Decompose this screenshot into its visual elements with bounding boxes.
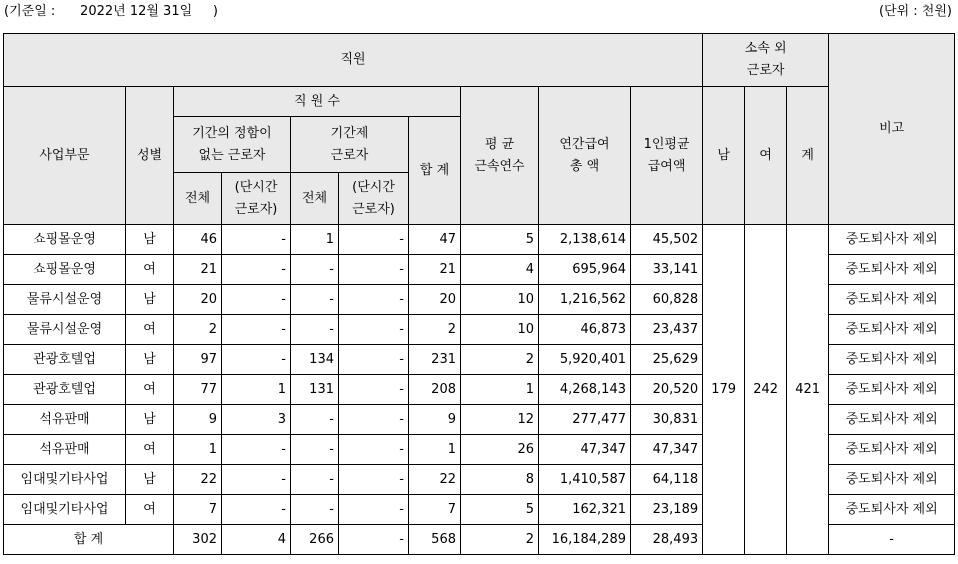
remark-cell: 중도퇴사자 제외 <box>829 435 955 465</box>
indef-part-cell: - <box>222 225 291 255</box>
outside-female-header: 여 <box>745 87 787 225</box>
indef-part-cell: - <box>222 435 291 465</box>
tenure-cell: 8 <box>461 465 539 495</box>
salary-total-cell: 1,216,562 <box>539 285 631 315</box>
fixed-all-cell: - <box>291 435 339 465</box>
division-cell: 쇼핑몰운영 <box>4 225 126 255</box>
remark-cell: 중도퇴사자 제외 <box>829 285 955 315</box>
indef-part-cell: - <box>222 495 291 525</box>
fixed-part-cell: - <box>339 315 409 345</box>
indef-part-cell: 1 <box>222 375 291 405</box>
total-cell: 1 <box>409 435 461 465</box>
salary-total-cell: 5,920,401 <box>539 345 631 375</box>
gender-cell: 남 <box>126 405 174 435</box>
fixed-all-cell: 134 <box>291 345 339 375</box>
fixed-part-time-header: (단시간 근로자) <box>339 173 409 225</box>
tenure-cell: 10 <box>461 315 539 345</box>
totals-indef-part-cell: 4 <box>222 525 291 555</box>
salary-avg-cell: 23,437 <box>631 315 703 345</box>
total-cell: 22 <box>409 465 461 495</box>
total-header: 합 계 <box>409 117 461 225</box>
salary-total-cell: 2,138,614 <box>539 225 631 255</box>
fixed-all-cell: - <box>291 315 339 345</box>
gender-cell: 여 <box>126 375 174 405</box>
tenure-cell: 1 <box>461 375 539 405</box>
gender-cell: 여 <box>126 435 174 465</box>
fixed-all-cell: - <box>291 495 339 525</box>
outside-workers-header: 소속 외 근로자 <box>703 34 829 87</box>
indef-all-cell: 2 <box>174 315 222 345</box>
tenure-cell: 10 <box>461 285 539 315</box>
salary-total-cell: 695,964 <box>539 255 631 285</box>
fixed-part-cell: - <box>339 405 409 435</box>
remark-cell: 중도퇴사자 제외 <box>829 375 955 405</box>
totals-salary-avg-cell: 28,493 <box>631 525 703 555</box>
fixed-term-header: 기간제 근로자 <box>291 117 409 173</box>
avg-salary-header: 1인평균 급여액 <box>631 87 703 225</box>
indef-all-cell: 77 <box>174 375 222 405</box>
tenure-cell: 12 <box>461 405 539 435</box>
division-cell: 석유판매 <box>4 405 126 435</box>
indef-part-cell: - <box>222 315 291 345</box>
total-cell: 21 <box>409 255 461 285</box>
tenure-cell: 5 <box>461 225 539 255</box>
salary-total-cell: 46,873 <box>539 315 631 345</box>
totals-remark-cell: - <box>829 525 955 555</box>
indef-all-cell: 97 <box>174 345 222 375</box>
gender-cell: 여 <box>126 255 174 285</box>
table-row <box>4 225 955 255</box>
salary-avg-cell: 20,520 <box>631 375 703 405</box>
fixed-all-cell: - <box>291 285 339 315</box>
division-cell: 석유판매 <box>4 435 126 465</box>
fixed-part-cell: - <box>339 255 409 285</box>
tenure-cell: 2 <box>461 345 539 375</box>
indef-all-cell: 46 <box>174 225 222 255</box>
total-cell: 7 <box>409 495 461 525</box>
fixed-all-cell: 131 <box>291 375 339 405</box>
business-division-header: 사업부문 <box>4 87 126 225</box>
fixed-all-header: 전체 <box>291 173 339 225</box>
total-cell: 231 <box>409 345 461 375</box>
employees-header: 직원 <box>4 34 703 87</box>
salary-total-cell: 4,268,143 <box>539 375 631 405</box>
salary-total-cell: 277,477 <box>539 405 631 435</box>
division-cell: 쇼핑몰운영 <box>4 255 126 285</box>
total-cell: 20 <box>409 285 461 315</box>
outside-male-header: 남 <box>703 87 745 225</box>
salary-total-cell: 47,347 <box>539 435 631 465</box>
indef-all-cell: 22 <box>174 465 222 495</box>
fixed-part-cell: - <box>339 435 409 465</box>
annual-salary-header: 연간급여 총 액 <box>539 87 631 225</box>
remarks-header: 비고 <box>829 34 955 225</box>
employee-count-header: 직 원 수 <box>174 87 461 117</box>
total-cell: 208 <box>409 375 461 405</box>
fixed-all-cell: - <box>291 405 339 435</box>
remark-cell: 중도퇴사자 제외 <box>829 315 955 345</box>
fixed-part-cell: - <box>339 495 409 525</box>
outside-sum-cell: 421 <box>787 225 829 555</box>
fixed-part-cell: - <box>339 285 409 315</box>
indefinite-header: 기간의 정함이 없는 근로자 <box>174 117 291 173</box>
remark-cell: 중도퇴사자 제외 <box>829 495 955 525</box>
remark-cell: 중도퇴사자 제외 <box>829 345 955 375</box>
division-cell: 물류시설운영 <box>4 285 126 315</box>
fixed-part-cell: - <box>339 465 409 495</box>
division-cell: 관광호텔업 <box>4 345 126 375</box>
totals-tenure-cell: 2 <box>461 525 539 555</box>
salary-avg-cell: 45,502 <box>631 225 703 255</box>
fixed-all-cell: - <box>291 465 339 495</box>
salary-avg-cell: 33,141 <box>631 255 703 285</box>
gender-cell: 남 <box>126 345 174 375</box>
tenure-cell: 5 <box>461 495 539 525</box>
totals-fixed-all-cell: 266 <box>291 525 339 555</box>
gender-header: 성별 <box>126 87 174 225</box>
indef-part-cell: - <box>222 345 291 375</box>
indef-part-cell: 3 <box>222 405 291 435</box>
gender-cell: 여 <box>126 495 174 525</box>
indef-all-cell: 1 <box>174 435 222 465</box>
indef-all-cell: 9 <box>174 405 222 435</box>
totals-indef-all-cell: 302 <box>174 525 222 555</box>
gender-cell: 남 <box>126 285 174 315</box>
salary-total-cell: 162,321 <box>539 495 631 525</box>
avg-tenure-header: 평 균 근속연수 <box>461 87 539 225</box>
gender-cell: 여 <box>126 315 174 345</box>
division-cell: 물류시설운영 <box>4 315 126 345</box>
total-cell: 9 <box>409 405 461 435</box>
indef-all-cell: 7 <box>174 495 222 525</box>
base-date-label: (기준일 : 2022년 12월 31일 ) <box>4 4 218 19</box>
division-cell: 임대및기타사업 <box>4 495 126 525</box>
indef-part-cell: - <box>222 465 291 495</box>
indef-part-cell: - <box>222 255 291 285</box>
salary-avg-cell: 30,831 <box>631 405 703 435</box>
totals-total-cell: 568 <box>409 525 461 555</box>
indef-all-header: 전체 <box>174 173 222 225</box>
totals-salary-total-cell: 16,184,289 <box>539 525 631 555</box>
salary-total-cell: 1,410,587 <box>539 465 631 495</box>
division-cell: 관광호텔업 <box>4 375 126 405</box>
salary-avg-cell: 64,118 <box>631 465 703 495</box>
employee-status-table <box>3 33 955 555</box>
indef-all-cell: 21 <box>174 255 222 285</box>
total-cell: 47 <box>409 225 461 255</box>
remark-cell: 중도퇴사자 제외 <box>829 225 955 255</box>
outside-male-cell: 179 <box>703 225 745 555</box>
fixed-all-cell: 1 <box>291 225 339 255</box>
division-cell: 임대및기타사업 <box>4 465 126 495</box>
fixed-all-cell: - <box>291 255 339 285</box>
tenure-cell: 4 <box>461 255 539 285</box>
totals-fixed-part-cell: - <box>339 525 409 555</box>
fixed-part-cell: - <box>339 345 409 375</box>
remark-cell: 중도퇴사자 제외 <box>829 255 955 285</box>
unit-label: (단위 : 천원) <box>878 4 952 19</box>
fixed-part-cell: - <box>339 225 409 255</box>
indef-all-cell: 20 <box>174 285 222 315</box>
outside-sum-header: 계 <box>787 87 829 225</box>
indef-part-time-header: (단시간 근로자) <box>222 173 291 225</box>
total-cell: 2 <box>409 315 461 345</box>
salary-avg-cell: 23,189 <box>631 495 703 525</box>
totals-label: 합 계 <box>4 525 174 555</box>
salary-avg-cell: 60,828 <box>631 285 703 315</box>
fixed-part-cell: - <box>339 375 409 405</box>
salary-avg-cell: 47,347 <box>631 435 703 465</box>
indef-part-cell: - <box>222 285 291 315</box>
gender-cell: 남 <box>126 465 174 495</box>
tenure-cell: 26 <box>461 435 539 465</box>
remark-cell: 중도퇴사자 제외 <box>829 405 955 435</box>
salary-avg-cell: 25,629 <box>631 345 703 375</box>
gender-cell: 남 <box>126 225 174 255</box>
outside-female-cell: 242 <box>745 225 787 555</box>
remark-cell: 중도퇴사자 제외 <box>829 465 955 495</box>
